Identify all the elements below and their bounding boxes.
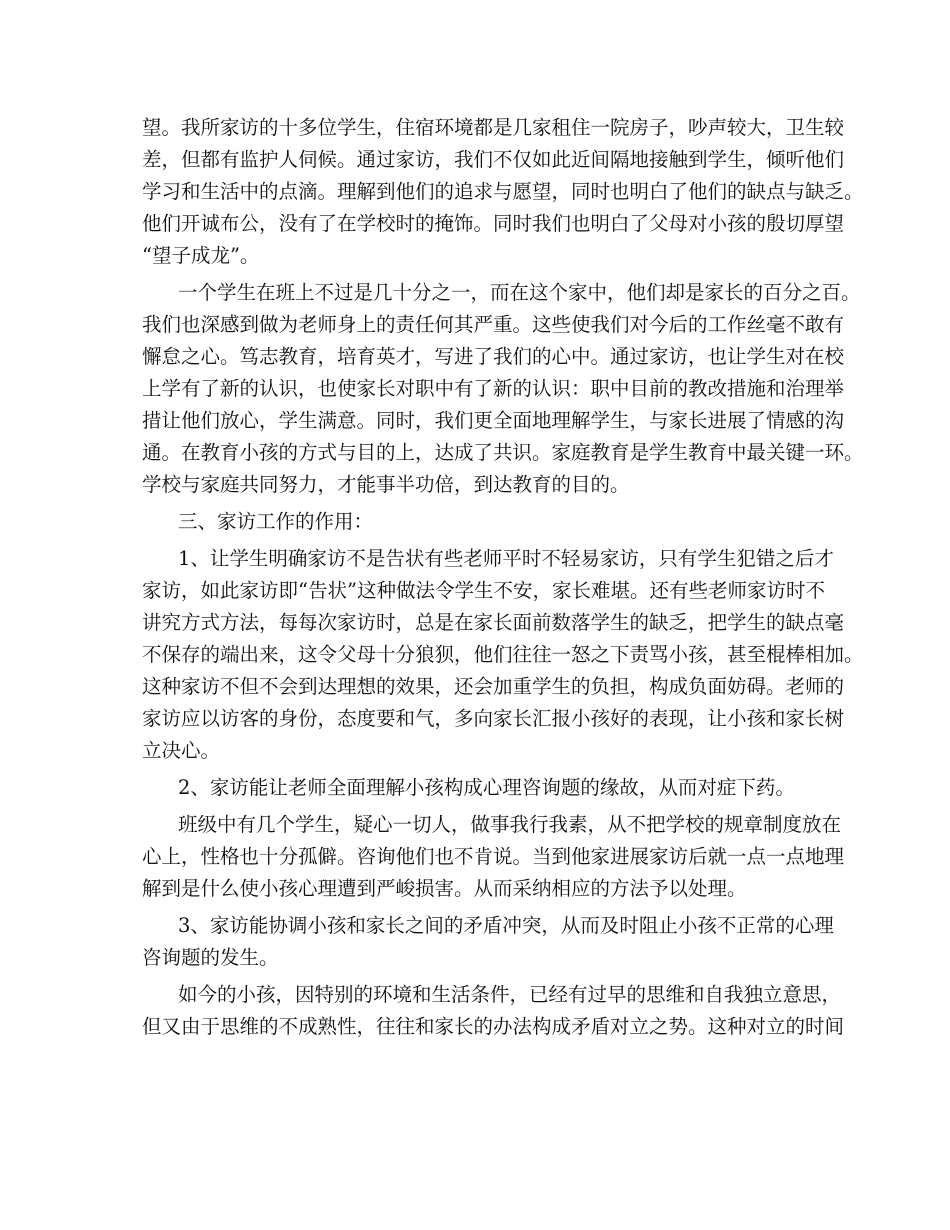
text-line: 1、让学生明确家访不是告状有些老师平时不轻易家访，只有学生犯错之后才	[178, 547, 834, 570]
document-body	[142, 112, 864, 1043]
text-line: 家访，如此家访即“告状”这种做法令学生不安，家长难堪。还有些老师家访时不	[142, 579, 825, 602]
paragraph-point-1	[142, 543, 864, 767]
paragraph-1	[142, 112, 864, 272]
text-line: 上学有了新的认识，也使家长对职中有了新的认识：职中目前的教改措施和治理举	[142, 377, 845, 400]
text-line: 家访应以访客的身份，态度要和气，多向家长汇报小孩好的表现，让小孩和家长树	[142, 707, 845, 730]
text-line: 解到是什么使小孩心理遭到严峻损害。从而采纳相应的方法予以处理。	[142, 877, 747, 900]
text-line: 一个学生在班上不过是几十分之一，而在这个家中，他们却是家长的百分之百。	[178, 281, 861, 304]
text-line: 心上，性格也十分孤僻。咨询他们也不肯说。当到他家进展家访后就一点一点地理	[142, 845, 845, 868]
heading-line: 三、家访工作的作用：	[178, 510, 374, 533]
text-line: 我们也深感到做为老师身上的责任何其严重。这些使我们对今后的工作丝毫不敢有	[142, 313, 845, 336]
text-line: 差，但都有监护人伺候。通过家访，我们不仅如此近间隔地接触到学生，倾听他们	[142, 148, 845, 171]
text-line: 立决心。	[142, 739, 221, 762]
text-line: 咨询题的发生。	[142, 946, 279, 969]
text-line: 措让他们放心，学生满意。同时，我们更全面地理解学生，与家长进展了情感的沟	[142, 409, 845, 432]
paragraph-point-2	[142, 772, 812, 804]
text-line: 2、家访能让老师全面理解小孩构成心理咨询题的缘故，从而对症下药。	[178, 776, 795, 799]
text-line: “望子成龙”。	[142, 244, 260, 267]
text-line: 望。我所家访的十多位学生，住宿环境都是几家租住一院房子，吵声较大，卫生较	[142, 116, 845, 139]
text-line: 懈怠之心。笃志教育，培育英才，写进了我们的心中。通过家访，也让学生对在校	[142, 345, 845, 368]
section-heading	[142, 506, 812, 538]
text-line: 不保存的端出来，这令父母十分狼狈，他们往往一怒之下责骂小孩，甚至棍棒相加。	[142, 643, 864, 666]
text-line: 讲究方式方法，每每次家访时，总是在家长面前数落学生的缺乏，把学生的缺点毫	[142, 611, 845, 634]
text-line: 但又由于思维的不成熟性，往往和家长的办法构成矛盾对立之势。这种对立的时间	[142, 1015, 845, 1038]
text-line: 3、家访能协调小孩和家长之间的矛盾冲突，从而及时阻止小孩不正常的心理	[178, 914, 834, 937]
text-line: 学习和生活中的点滴。理解到他们的追求与愿望，同时也明白了他们的缺点与缺乏。	[142, 180, 864, 203]
paragraph-class-example	[142, 809, 845, 905]
text-line: 班级中有几个学生，疑心一切人，做事我行我素，从不把学校的规章制度放在	[178, 813, 842, 836]
paragraph-2	[142, 277, 864, 501]
text-line: 学校与家庭共同努力，才能事半功倍，到达教育的目的。	[142, 473, 630, 496]
paragraph-final	[142, 979, 845, 1043]
text-line: 他们开诚布公，没有了在学校时的掩饰。同时我们也明白了父母对小孩的殷切厚望	[142, 212, 845, 235]
paragraph-point-3	[142, 910, 834, 974]
text-line: 如今的小孩，因特别的环境和生活条件，已经有过早的思维和自我独立意思，	[178, 983, 842, 1006]
text-line: 通。在教育小孩的方式与目的上，达成了共识。家庭教育是学生教育中最关键一环。	[142, 441, 864, 464]
text-line: 这种家访不但不会到达理想的效果，还会加重学生的负担，构成负面妨碍。老师的	[142, 675, 845, 698]
